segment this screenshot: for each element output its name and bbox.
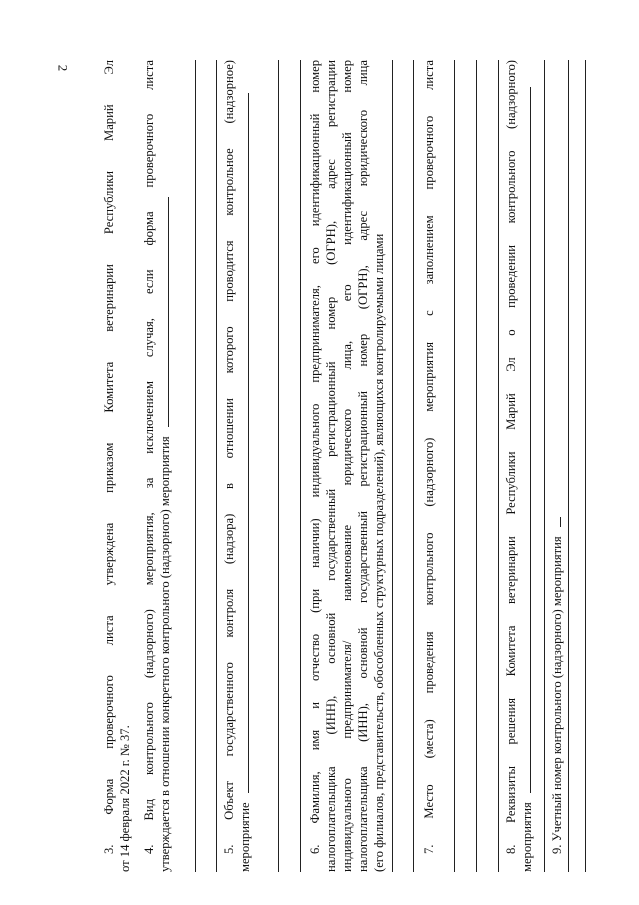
section-3-line-1: 3. Форма проверочного листа утверждена приказом Комитета ветеринарии Республики Марий Эл (102, 60, 116, 854)
section-4-fill-line (158, 197, 169, 427)
section-9-blank-line-2 (585, 60, 586, 872)
section-9-line-1 (550, 42, 565, 872)
section-9-line-1-text: 9. Учетный номер контрольного (надзорного) мероприятия (550, 536, 564, 854)
section-5-line-2-text: мероприятие (238, 802, 252, 872)
form-content (98, 60, 588, 872)
section-4-blank-line-1 (195, 60, 196, 872)
section-6-line-4: налогоплательщика (ИНН), основной государственный регистрационный номер (ОГРН), адрес юридического лица (356, 60, 370, 872)
section-3-line-2: от 14 февраля 2022 г. № 37. (118, 725, 132, 872)
section-6-blank-line-2 (413, 60, 414, 872)
section-7-blank-line-2 (476, 60, 477, 872)
section-8-line-1: 8. Реквизиты решения Комитета ветеринарии Республики Марий Эл о проведении контрольного (надзорного) (504, 60, 518, 854)
section-4-line-1: 4. Вид контрольного (надзорного) мероприятия, за исключением случая, если форма проверочного листа (142, 60, 156, 854)
page-number: 2 (55, 64, 71, 72)
section-8-line-2 (520, 60, 535, 872)
section-7-blank-line-1 (454, 60, 455, 872)
section-4-blank-line-2 (216, 60, 217, 872)
section-6-line-1: 6. Фамилия, имя и отчество (при наличии) индивидуального предпринимателя, его идентификационный номер (308, 60, 322, 854)
section-6-line-2: налогоплательщика (ИНН), основной государственный регистрационный номер (ОГРН), адрес регистрации (324, 60, 338, 872)
section-5-line-1: 5. Объект государственного контроля (надзора) в отношении которого проводится контрольное (надзорное) (222, 60, 236, 854)
section-6-line-3: индивидуального предпринимателя/ наименование юридического лица, его идентификационный номер (340, 60, 354, 872)
section-6-line-5: (его филиалов, представительств, обособленных структурных подразделений), являющихся контролируемыми лицами (372, 233, 386, 872)
section-5-line-2 (238, 60, 253, 872)
section-8-line-2-text: мероприятия (520, 802, 534, 872)
section-5-blank-line-1 (278, 60, 279, 872)
section-6-blank-line-1 (392, 60, 393, 872)
section-8-fill-line (520, 87, 531, 793)
section-5-fill-line (238, 93, 249, 793)
section-4-line-2-text: утверждается в отношении конкретного контрольного (надзорного) мероприятия (158, 436, 172, 872)
section-7-line-1: 7. Место (места) проведения контрольного (надзорного) мероприятия с заполнением проверочного листа (422, 60, 436, 854)
section-9-fill-line (550, 517, 561, 527)
section-9-blank-line-1 (568, 60, 569, 872)
section-7-blank-line-3 (498, 60, 499, 872)
section-8-blank-line-1 (544, 60, 545, 872)
section-5-blank-line-2 (300, 60, 301, 872)
section-4-line-2 (158, 60, 173, 872)
